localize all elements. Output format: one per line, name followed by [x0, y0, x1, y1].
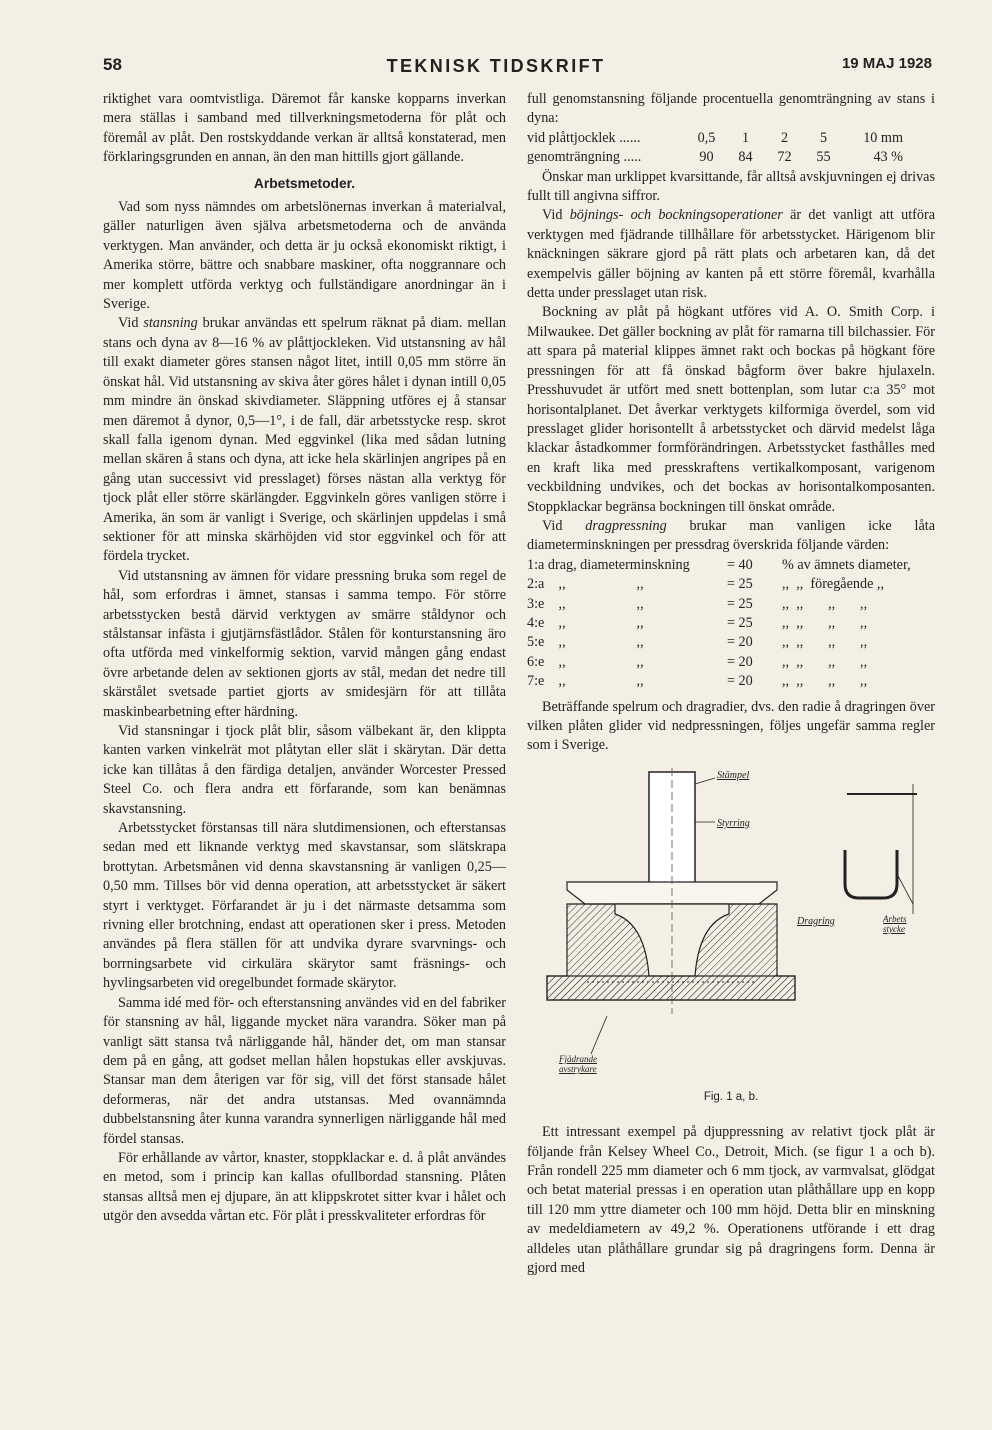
paragraph: full genomstansning följande procentuella genomträngning av stans i dyna:: [527, 91, 935, 127]
table-cell: 1:a drag, diameterminskning: [527, 556, 690, 573]
paragraph: Ett intressant exempel på djuppressning av relativt tjock plåt är följande från Kelsey Wheel Co., Detroit, Mich. (se figur 1 a och b). Från rondell 225 mm diameter och 6 mm tjock, av varmvalsat, glödgat och betat material pressas i en operation utan plåthållare upp en kopp till 120 mm yttre diameter och 100 mm höjd. Detta blir en minskning av medeldiametern av 49,2 %. Operationens utförande i ett drag alldeles utan plåthållare grundar sig på dragringens form. Denna är gjord med: [527, 1124, 935, 1277]
table-row: [527, 129, 903, 148]
table-cell: = 25: [727, 576, 753, 593]
paragraph: Beträffande spelrum och dragradier, dvs. den radie å dragringen över vilken plåten glider vid nedpressningen, följes ungefär samma regler som i Sverige.: [527, 698, 935, 754]
paragraph: Vid dragpressning brukar man vanligen icke låta diameterminskningen per pressdrag överskrida följande värden:: [527, 517, 935, 554]
table-cell: ,, ,, föregående ,,: [782, 576, 885, 593]
paragraph: Vid böjnings- och bockningsoperationer är det vanligt att utföra verktygen med fjädrande tillhållare för arbetsstycket. Härigenom blir knäckningen säkrare gjord på rätt plats och arbetaren kan, då det exempelvis gäller böjning av kanten på ett större föremål, kvarhålla detta under presslaget utan risk.: [527, 207, 935, 302]
figure-1: [527, 764, 935, 1084]
paragraph: Vid utstansning av ämnen för vidare pressning bruka som regel de hål, som erfordras i ämnet, stansas i samma tempo. För större arbetsstycken bestå därvid verktygen av smärre ståldynor och stålstansar infästa i gjutjärnsfästlådor. Stålen för konturstansning äro ofta utförda med vinkelformig sektion, varvid mången gång endast övre arbetande delen av sektionen gjorts av stål, medan det nedre till skärstålet svetsade partiet gjorts av smidesjärn för att tillåta maskinbearbetning efter härdning.: [103, 567, 506, 720]
table-cell: 10 mm: [863, 129, 903, 146]
table-cell: 3:e ,, ,,: [527, 595, 644, 612]
table-cell: 4:e ,, ,,: [527, 614, 644, 631]
paragraph: Önskar man urklippet kvarsittande, får alltså avskjuvningen ej drivas fullt till angivna siffror.: [527, 168, 935, 205]
label-spring-stripper: Fjädrande avstrykare: [559, 1053, 597, 1074]
left-column: [103, 90, 506, 1227]
table-row: [527, 575, 911, 594]
table-cell: 5: [819, 129, 828, 146]
table-cell: 7:e ,, ,,: [527, 673, 644, 690]
die-base-shape: [547, 976, 795, 1000]
table-cell: 55: [816, 149, 831, 166]
table-row: [527, 595, 911, 614]
row-label: genomträngning .....: [527, 149, 642, 166]
table-cell: ,, ,, ,, ,,: [782, 673, 868, 690]
emphasis: böjnings- och bockningsoperationer: [569, 207, 783, 224]
table-row: [527, 633, 911, 652]
section-heading: Arbetsmetoder.: [253, 175, 356, 191]
table-row: [527, 556, 911, 575]
table-row: [527, 614, 911, 633]
label-stamp: Stämpel: [717, 769, 750, 781]
table-cell: 0,5: [697, 129, 716, 146]
table-row: [527, 148, 903, 167]
table-cell: 43 %: [873, 149, 903, 166]
table-cell: 84: [738, 149, 753, 166]
emphasis: stansning: [143, 315, 198, 332]
paragraph: Vid stansning brukar användas ett spelrum räknat på diam. mellan stans och dyna av 8—16 % av plåttjockleken. Vid utstansning av hål till exakt diameter göres stansen något litet, intill 0,05 mm större än önskat hål. Vid utstansning av skiva åter göres hålet i dynan intill 0,05 mm mindre än önskad skivdiameter. Släppning utföres ej å stansar men däremot å dynor, 0,5—1°, i de fall, där arbetsstycke resp. skrot skall falla igenom dynan. Med eggvinkel (lika med sådan lutning mellan skären å stans och dyna, att icke hela skärlinjen angripes på en gång utan successivt vid presslaget) förses nästan alla verktyg för tjock plåt eller större skärlängder. Eggvinkeln göres vanligen större i Amerika, än som är vanligt i Sverige, och skärlinjen uppdelas i små sektioner för att minska skärhöjden vid stor eggvinkel och för att fördela trycket.: [103, 315, 506, 565]
table-cell: = 20: [727, 634, 753, 651]
table-cell: ,, ,, ,, ,,: [782, 634, 868, 651]
table-cell: = 40: [727, 556, 753, 573]
emphasis: dragpressning: [585, 517, 667, 534]
paragraph: Vid stansningar i tjock plåt blir, såsom välbekant är, den klippta kanten varken vinkelrät mot plåtytan eller slät i skärytan. Där detta icke kan tillåtas å den färdiga detaljen, använder Worcester Pressed Steel Co. och flera andra ett förfarande, som kan benämnas skavstansning.: [103, 723, 506, 817]
label-guide-ring: Styrring: [717, 817, 750, 829]
table-cell: ,, ,, ,, ,,: [782, 653, 868, 670]
penetration-table: [527, 129, 903, 168]
paragraph: Vad som nyss nämndes om arbetslönernas inverkan å materialval, gäller naturligen även själva arbetsmetoderna och de använda verktygen. Man använder, och detta är ju också ekonomiskt riktigt, i Amerika större, bättre och snabbare maskiner, ofta noggrannare och mer komplett utförda verktyg och fullständigare anordningar än i Sverige.: [103, 199, 506, 313]
table-cell: 5:e ,, ,,: [527, 634, 644, 651]
table-cell: = 20: [727, 653, 753, 670]
paragraph: För erhållande av vårtor, knaster, stoppklackar e. d. å plåt användes en metod, som i princip kan kallas ofullbordad stansning. Plåten stansas alltså men ej djupare, än att klippskrotet sitter kvar i hålet och utgör den avsedda vårtan etc. För plåt i presskvaliteter erfordras för: [103, 1149, 506, 1225]
table-cell: 72: [777, 149, 792, 166]
table-cell: 2:a ,, ,,: [527, 576, 644, 593]
table-cell: = 25: [727, 614, 753, 631]
draw-reduction-table: [527, 556, 911, 692]
label-workpiece: Arbets stycke: [883, 913, 907, 934]
paragraph: Samma idé med för- och efterstansning användes vid en del fabriker för stansning av hål, liggande mycket nära varandra. Söker man på vanligt sätt stansa två närliggande hål, händer det, om man stansar dem på en gång, att godset mellan hålen hopstukas eller avskjuvas. Stansar man dem återigen var för sig, vill det först stansade hålet deformeras, när det andra utstansas. Med ovannämnda dubbelstansning åter kunna varandra synnerligen närliggande hål med fördel stansas.: [103, 994, 506, 1147]
paragraph: Bockning av plåt på högkant utföres vid A. O. Smith Corp. i Milwaukee. Det gäller bockning av plåt för ramarna till bilchassier. För att spara på material klippes ämnet rakt och bockas på högkant före pressningen för att få önskad bågform över bakre hjulaxeln. Presshuvudet är utfört med snett bottenplan, som lutar c:a 35° mot horisontalplanet. Det åverkar verktygets kilformiga överdel, som vid presslaget glider horisontellt å arbetsstycket och därvid medelst låga klackar åstadkommer formförändringen. Arbetsstycket fasthålles med en kraft lika med presskraftens vertikalkomposant, varigenom veckbildning undvikes, och det bockas av horisontalkomposanten. Stoppklackar begränsa bockningen till önskat område.: [527, 304, 935, 515]
table-cell: 6:e ,, ,,: [527, 653, 644, 670]
table-cell: = 20: [727, 673, 753, 690]
row-label: vid plåttjocklek ......: [527, 129, 641, 146]
paragraph: Arbetsstycket förstansas till nära slutdimensionen, och efterstansas sedan med ett liknande verktyg med skavstansar, som slätskrapa brottytan. Arbetsmånen vid denna skavstansning är vanligen 0,25—0,50 mm. Tillses bör vid denna operation, att arbetsstycket är säkert styrt i verktyget. Förfarandet är ju i det närmaste detsamma som rivning eller brotchning, endast att operationen sker i press. Metoden användes på flera ställen för att undvika dyrare svarvnings- och borrningsarbete vid cirkulära skärytor samt fräsnings- och hyvlingsarbeten vid oregelbundet formade skärytor.: [103, 820, 506, 992]
right-column: [527, 90, 935, 1278]
table-cell: = 25: [727, 595, 753, 612]
page-number: 58: [103, 55, 122, 74]
drawn-cup: [845, 850, 897, 898]
table-cell: 1: [741, 129, 750, 146]
table-cell: % av ämnets diameter,: [782, 556, 911, 573]
table-cell: ,, ,, ,, ,,: [782, 614, 868, 631]
deep-drawing-die-diagram: [527, 764, 935, 1084]
journal-title: TEKNISK TIDSKRIFT: [386, 56, 606, 76]
table-row: [527, 672, 911, 691]
figure-caption: Fig. 1 a, b.: [703, 1090, 759, 1103]
issue-date: 19 MAJ 1928: [841, 55, 932, 72]
label-die-ring: Dragring: [797, 915, 835, 927]
table-row: [527, 653, 911, 672]
paragraph: riktighet vara oomtvistliga. Däremot får kanske kopparns inverkan mera ställas i samband med tillverkningsmetoderna för plåt och föremål av plåt. Den rostskyddande verkan är alltså konstaterad, men förklaringsgrunden en annan, än den man hittills gjort gällande.: [103, 91, 506, 166]
table-cell: ,, ,, ,, ,,: [782, 595, 868, 612]
table-cell: 2: [780, 129, 789, 146]
table-cell: 90: [699, 149, 714, 166]
